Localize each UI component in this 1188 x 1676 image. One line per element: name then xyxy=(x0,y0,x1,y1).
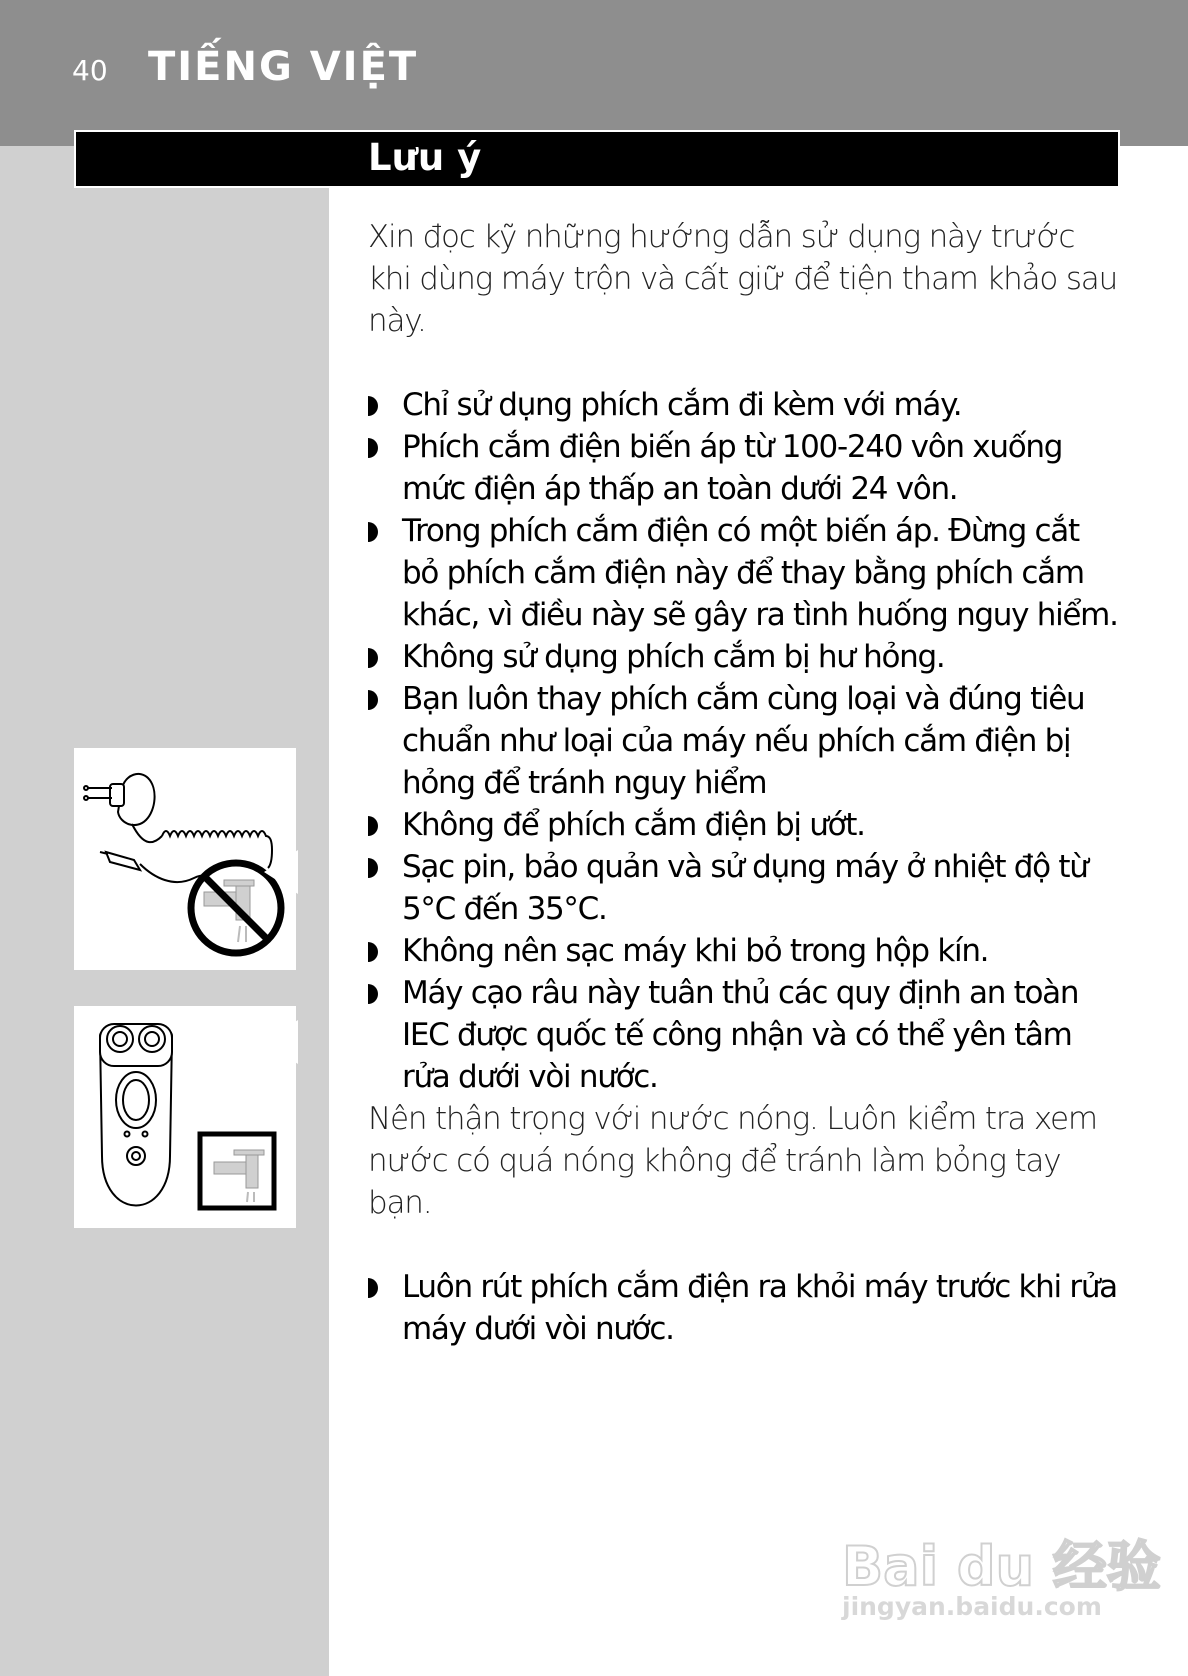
list-item: Máy cạo râu này tuân thủ các quy định an toàn IEC được quốc tế công nhận và có thể yên tâm rửa dưới vòi nước. xyxy=(368,972,1123,1098)
list-item: Sạc pin, bảo quản và sử dụng máy ở nhiệt độ từ 5°C đến 35°C. xyxy=(368,846,1123,930)
hot-water-note: Nên thận trọng với nước nóng. Luôn kiểm tra xem nước có quá nóng không để tránh làm bỏng tay bạn. xyxy=(368,1101,1097,1221)
watermark-url: jingyan.baidu.com xyxy=(842,1592,1102,1621)
half-circle-bullet-icon xyxy=(368,396,378,416)
list-item: Không để phích cắm điện bị ướt. xyxy=(368,804,1123,846)
half-circle-bullet-icon xyxy=(368,816,378,836)
page-number: 40 xyxy=(72,54,108,87)
half-circle-bullet-icon xyxy=(368,648,378,668)
list-item: Trong phích cắm điện có một biến áp. Đừng cắt bỏ phích cắm điện này để thay bằng phích cắm khác, vì điều này sẽ gây ra tình huống nguy hiểm. xyxy=(368,510,1123,636)
language-heading: TIẾNG VIỆT xyxy=(148,44,419,90)
list-item: Phích cắm điện biến áp từ 100-240 vôn xuống mức điện áp thấp an toàn dưới 24 vôn. xyxy=(368,426,1123,510)
half-circle-bullet-icon xyxy=(368,942,378,962)
figure-pointer xyxy=(264,850,298,894)
half-circle-bullet-icon xyxy=(368,522,378,542)
watermark-brand: Bai du 经验 xyxy=(842,1535,1161,1598)
half-circle-bullet-icon xyxy=(368,1278,378,1298)
page-header xyxy=(0,0,1188,146)
safety-bullets xyxy=(368,384,1123,1098)
list-item: Bạn luôn thay phích cắm cùng loại và đúng tiêu chuẩn như loại của máy nếu phích cắm điện bị hỏng để tránh nguy hiểm xyxy=(368,678,1123,804)
section-title: Lưu ý xyxy=(368,136,482,179)
shaver-washable-icon xyxy=(74,1006,296,1228)
list-item: Không nên sạc máy khi bỏ trong hộp kín. xyxy=(368,930,1123,972)
list-item: Luôn rút phích cắm điện ra khỏi máy trước khi rửa máy dưới vòi nước. xyxy=(368,1266,1123,1350)
figure-pointer xyxy=(264,1020,298,1064)
figure-shaver xyxy=(74,1006,296,1228)
list-item: Chỉ sử dụng phích cắm đi kèm với máy. xyxy=(368,384,1123,426)
rinse-bullets xyxy=(368,1266,1123,1350)
half-circle-bullet-icon xyxy=(368,858,378,878)
half-circle-bullet-icon xyxy=(368,690,378,710)
adapter-no-water-icon xyxy=(74,748,296,970)
list-item: Không sử dụng phích cắm bị hư hỏng. xyxy=(368,636,1123,678)
figure-adapter xyxy=(74,748,296,970)
half-circle-bullet-icon xyxy=(368,438,378,458)
intro-paragraph: Xin đọc kỹ những hướng dẫn sử dụng này trước khi dùng máy trộn và cất giữ để tiện tham khảo sau này. xyxy=(368,219,1118,339)
half-circle-bullet-icon xyxy=(368,984,378,1004)
section-title-bar xyxy=(74,130,1120,188)
main-content xyxy=(368,216,1123,1350)
